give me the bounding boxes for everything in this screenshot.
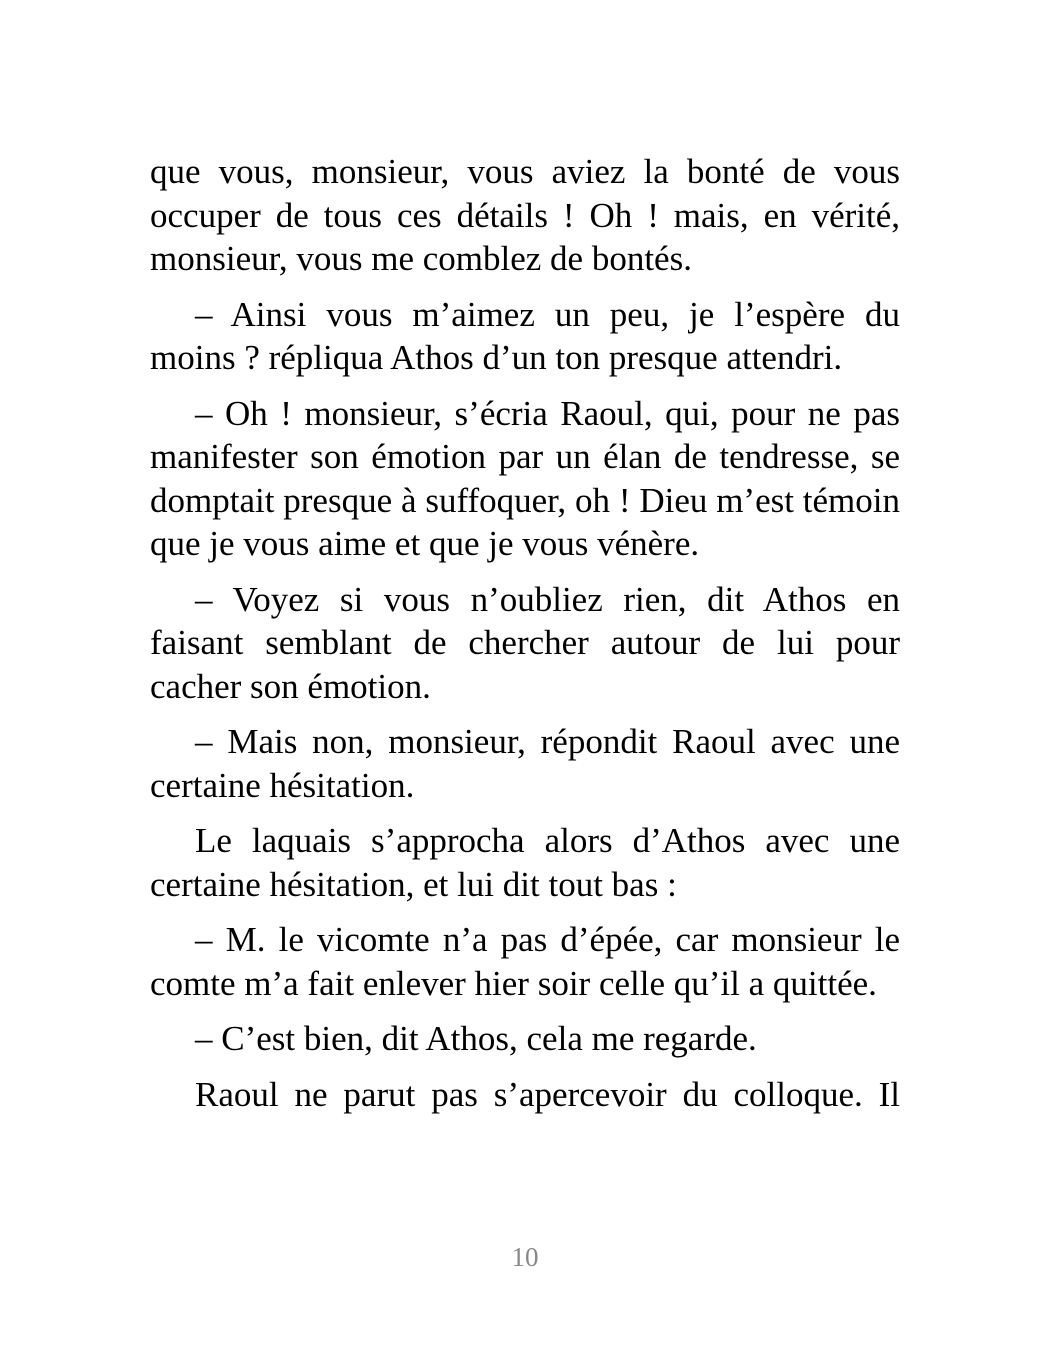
paragraph-8: – C’est bien, dit Athos, cela me regarde. [195, 1019, 757, 1058]
paragraph-2: – Ainsi vous m’aimez un peu, je l’espère du moins ? répliqua Athos d’un ton presque attendri. [150, 294, 900, 377]
paragraph-1: que vous, monsieur, vous aviez la bonté de vous occuper de tous ces détails ! Oh ! mais, en vérité, monsieur, vous me comblez de bontés. [150, 152, 900, 278]
page-body [150, 150, 900, 1128]
paragraph-5: – Mais non, monsieur, répondit Raoul avec une certaine hésitation. [150, 722, 900, 805]
paragraph-6: Le laquais s’approcha alors d’Athos avec une certaine hésitation, et lui dit tout bas : [150, 821, 900, 904]
paragraph-7: – M. le vicomte n’a pas d’épée, car monsieur le comte m’a fait enlever hier soir celle qu’il a quittée. [150, 920, 900, 1003]
paragraph-3: – Oh ! monsieur, s’écria Raoul, qui, pour ne pas manifester son émotion par un élan de tendresse, se domptait presque à suffoquer, oh ! Dieu m’est témoin que je vous aime et que je vous vénère. [150, 393, 900, 563]
paragraph-4: – Voyez si vous n’oubliez rien, dit Athos en faisant semblant de chercher autour de lui pour cacher son émotion. [150, 579, 900, 706]
paragraph-9: Raoul ne parut pas s’apercevoir du colloque. Il [195, 1074, 900, 1114]
page-number: 10 [511, 1242, 539, 1272]
